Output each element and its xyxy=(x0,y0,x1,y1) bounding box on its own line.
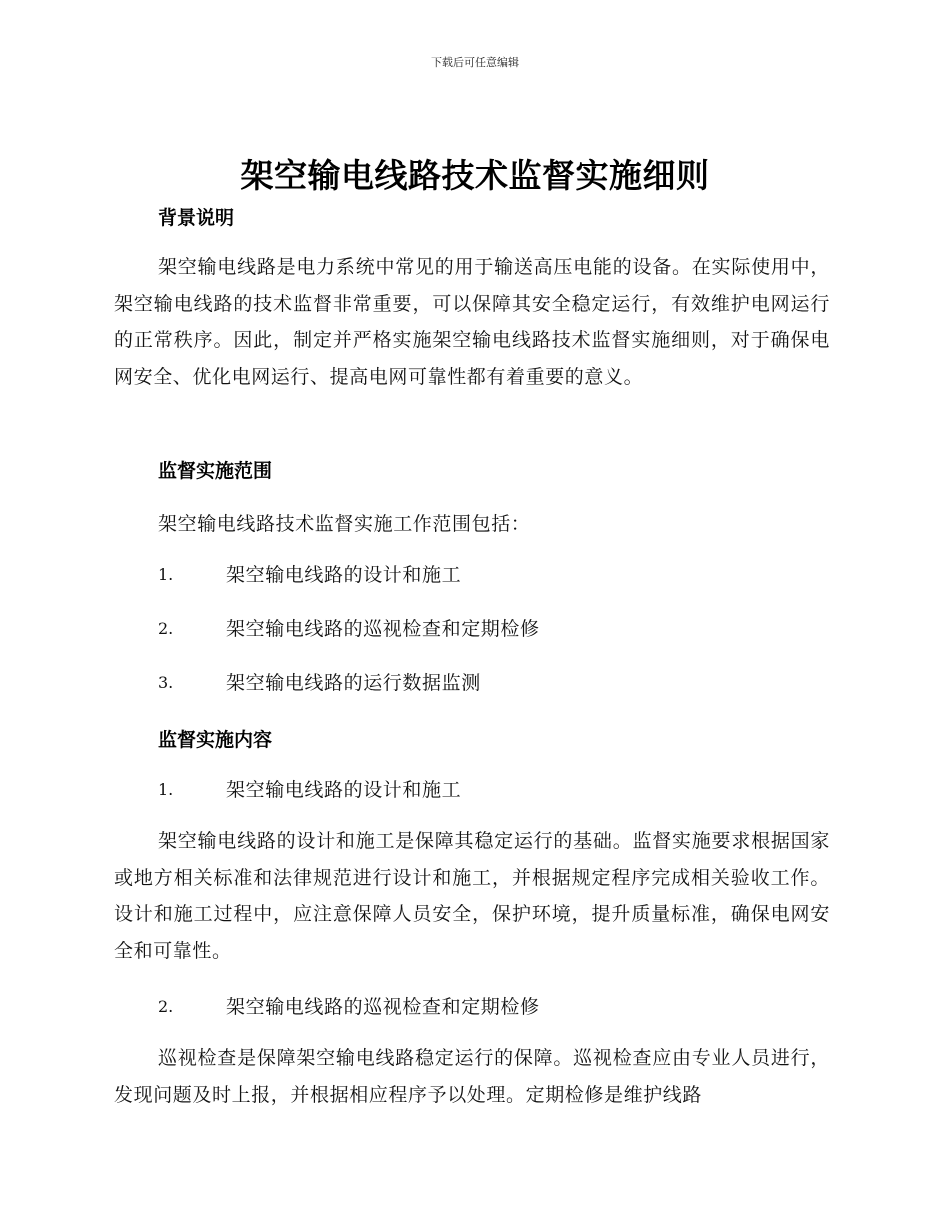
list-item-number: 2. xyxy=(158,619,174,638)
list-item-text: 架空输电线路的运行数据监测 xyxy=(226,672,481,694)
list-item-text: 架空输电线路的巡视检查和定期检修 xyxy=(226,996,540,1018)
section-heading-scope: 监督实施范围 xyxy=(158,460,273,482)
list-item-number: 3. xyxy=(158,673,174,692)
document-title: 架空输电线路技术监督实施细则 xyxy=(240,156,710,195)
list-item-text: 架空输电线路的设计和施工 xyxy=(226,779,462,801)
list-item-text: 架空输电线路的设计和施工 xyxy=(226,564,462,586)
scope-intro: 架空输电线路技术监督实施工作范围包括： xyxy=(158,513,531,535)
header-note: 下载后可任意编辑 xyxy=(431,56,519,69)
section-heading-background: 背景说明 xyxy=(158,207,235,229)
list-item-number: 2. xyxy=(158,997,174,1016)
list-item-number: 1. xyxy=(158,780,174,799)
design-construction-paragraph: 架空输电线路的设计和施工是保障其稳定运行的基础。监督实施要求根据国家或地方相关标准和法律规范进行设计和施工，并根据规定程序完成相关验收工作。设计和施工过程中，应注意保障人员安全，保护环境，提升质量标准，确保电网安全和可靠性。 xyxy=(114,830,830,962)
list-item-text: 架空输电线路的巡视检查和定期检修 xyxy=(226,618,540,640)
background-paragraph: 架空输电线路是电力系统中常见的用于输送高压电能的设备。在实际使用中，架空输电线路的技术监督非常重要，可以保障其安全稳定运行，有效维护电网运行的正常秩序。因此，制定并严格实施架空输电线路技术监督实施细则，对于确保电网安全、优化电网运行、提高电网可靠性都有着重要的意义。 xyxy=(114,256,830,388)
inspection-paragraph: 巡视检查是保障架空输电线路稳定运行的保障。巡视检查应由专业人员进行，发现问题及时上报，并根据相应程序予以处理。定期检修是维护线路 xyxy=(114,1047,830,1106)
list-item-number: 1. xyxy=(158,565,174,584)
section-heading-content: 监督实施内容 xyxy=(158,729,273,751)
